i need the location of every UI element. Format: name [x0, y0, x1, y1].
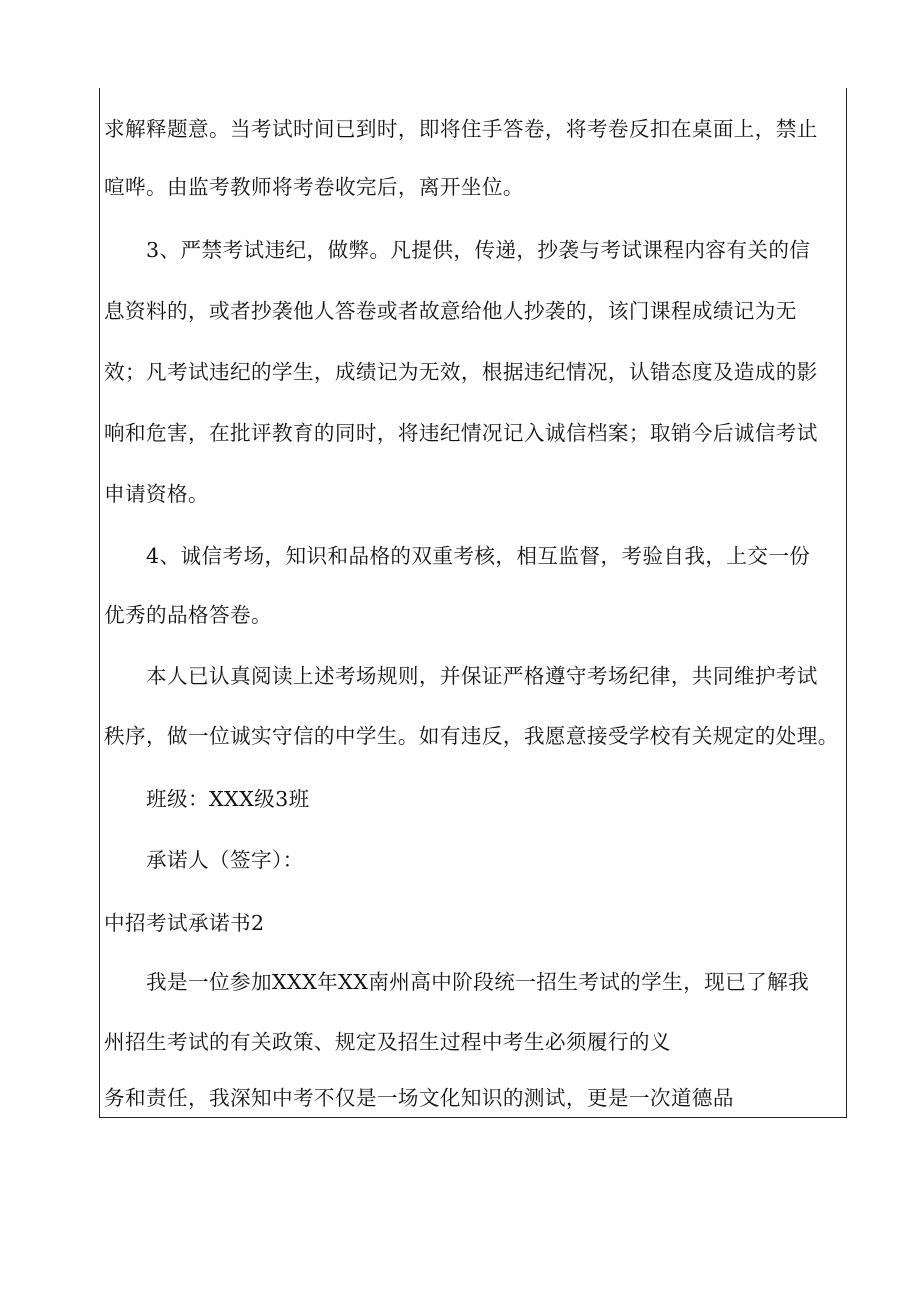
- rule-4-line-1: 4、诚信考场，知识和品格的双重考核，相互监督，考验自我，上交一份: [146, 544, 811, 568]
- rule-3-line-1: 3、严禁考试违纪，做弊。凡提供，传递，抄袭与考试课程内容有关的信: [146, 238, 811, 262]
- pledge-line-1: 本人已认真阅读上述考场规则，并保证严格遵守考场纪律，共同维护考试: [146, 664, 818, 688]
- rule-3-line-5: 申请资格。: [104, 482, 209, 506]
- paragraph-2-line-3: 务和责任，我深知中考不仅是一场文化知识的测试，更是一次道德品: [104, 1086, 734, 1110]
- signature-field: 承诺人（签字）：: [146, 848, 304, 872]
- pledge-line-2: 秩序，做一位诚实守信的中学生。如有违反，我愿意接受学校有关规定的处理。: [104, 724, 839, 748]
- rule-3-line-3: 效；凡考试违纪的学生，成绩记为无效，根据违纪情况，认错态度及造成的影: [104, 360, 818, 384]
- paragraph-2-line-2: 州招生考试的有关政策、规定及招生过程中考生必须履行的义: [104, 1030, 671, 1054]
- text-line-1: 求解释题意。当考试时间已到时，即将住手答卷，将考卷反扣在桌面上，禁止: [104, 117, 818, 141]
- text-line-2: 喧哗。由监考教师将考卷收完后，离开坐位。: [104, 175, 524, 199]
- rule-3-line-2: 息资料的，或者抄袭他人答卷或者故意给他人抄袭的，该门课程成绩记为无: [104, 299, 797, 323]
- class-field: 班级：XXX级3班: [146, 787, 310, 811]
- rule-3-line-4: 响和危害，在批评教育的同时，将违纪情况记入诚信档案；取销今后诚信考试: [104, 421, 818, 445]
- paragraph-2-line-1: 我是一位参加XXX年XX南州高中阶段统一招生考试的学生，现已了解我: [146, 970, 810, 994]
- section-title: 中招考试承诺书2: [104, 911, 265, 935]
- rule-4-line-2: 优秀的品格答卷。: [104, 603, 272, 627]
